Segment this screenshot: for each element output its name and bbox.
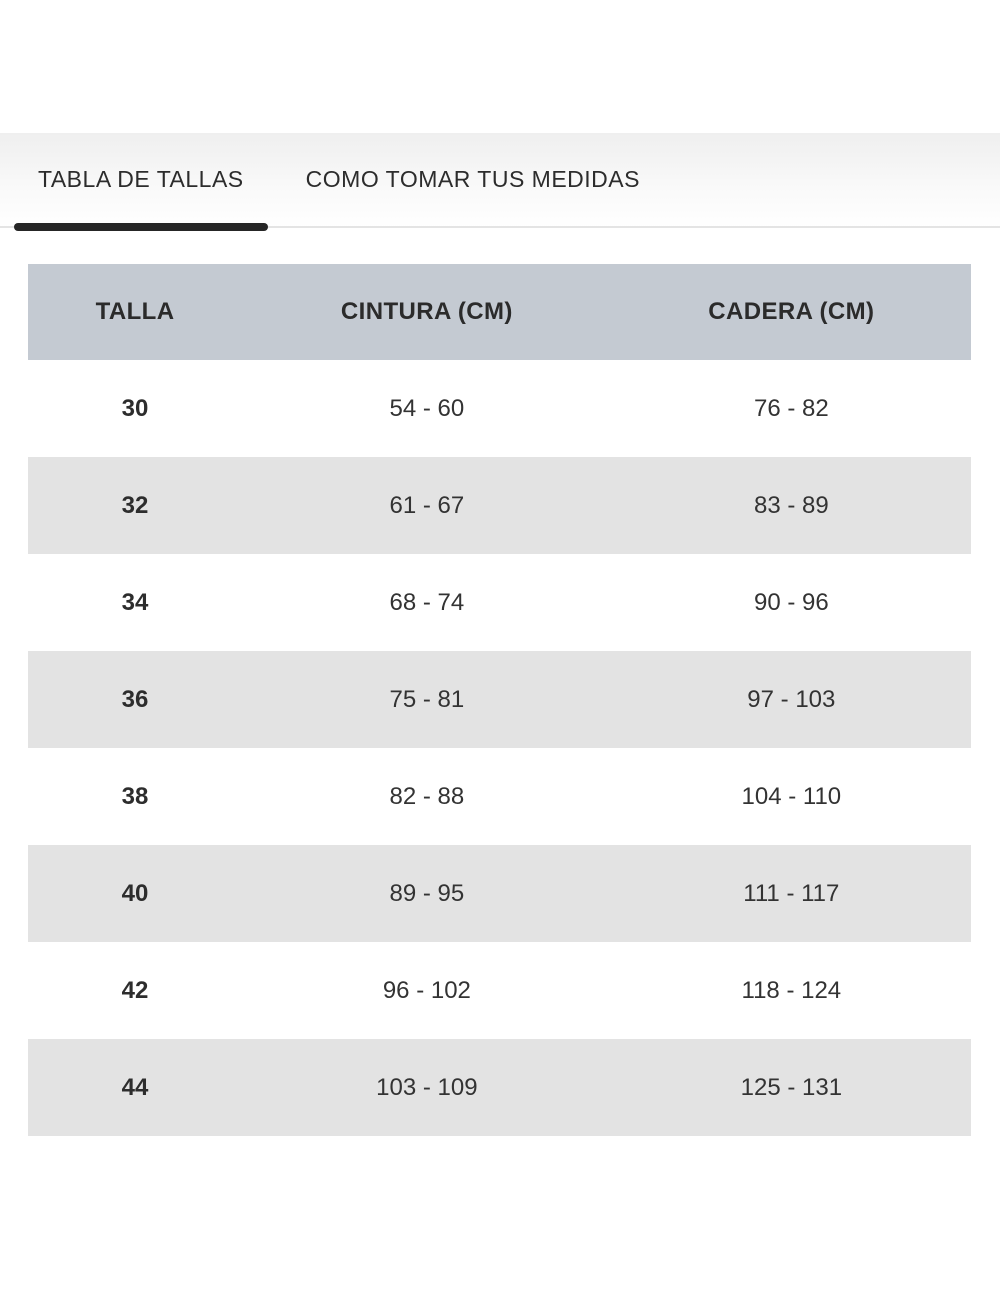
column-header-talla: TALLA [28,264,242,360]
talla-value: 44 [28,1039,242,1136]
table-row [28,651,971,748]
talla-value: 32 [28,457,242,554]
size-table-header [28,264,971,360]
table-row [28,360,971,457]
talla-value: 42 [28,942,242,1039]
column-header-cintura: CINTURA (CM) [242,264,612,360]
size-guide-tabbar [0,133,1000,228]
size-guide-panel [0,133,1000,1136]
talla-value: 30 [28,360,242,457]
cintura-value: 103 - 109 [242,1039,612,1136]
size-table-body [28,360,971,1136]
cadera-value: 125 - 131 [612,1039,971,1136]
cadera-value: 118 - 124 [612,942,971,1039]
cintura-value: 68 - 74 [242,554,612,651]
cintura-value: 54 - 60 [242,360,612,457]
column-header-cadera: CADERA (CM) [612,264,971,360]
table-row [28,1039,971,1136]
cadera-value: 111 - 117 [612,845,971,942]
table-row [28,554,971,651]
cadera-value: 83 - 89 [612,457,971,554]
cintura-value: 96 - 102 [242,942,612,1039]
cintura-value: 82 - 88 [242,748,612,845]
cadera-value: 97 - 103 [612,651,971,748]
table-row [28,457,971,554]
tab-como-tomar-tus-medidas[interactable]: COMO TOMAR TUS MEDIDAS [305,166,640,192]
table-row [28,942,971,1039]
cadera-value: 76 - 82 [612,360,971,457]
talla-value: 36 [28,651,242,748]
cintura-value: 75 - 81 [242,651,612,748]
table-row [28,748,971,845]
top-whitespace [0,0,1000,133]
header-row [28,264,971,360]
cadera-value: 104 - 110 [612,748,971,845]
talla-value: 38 [28,748,242,845]
cintura-value: 89 - 95 [242,845,612,942]
table-row [28,845,971,942]
tab-tabla-de-tallas[interactable]: TABLA DE TALLAS [14,133,268,226]
talla-value: 34 [28,554,242,651]
talla-value: 40 [28,845,242,942]
size-table [28,264,971,1136]
cintura-value: 61 - 67 [242,457,612,554]
cadera-value: 90 - 96 [612,554,971,651]
